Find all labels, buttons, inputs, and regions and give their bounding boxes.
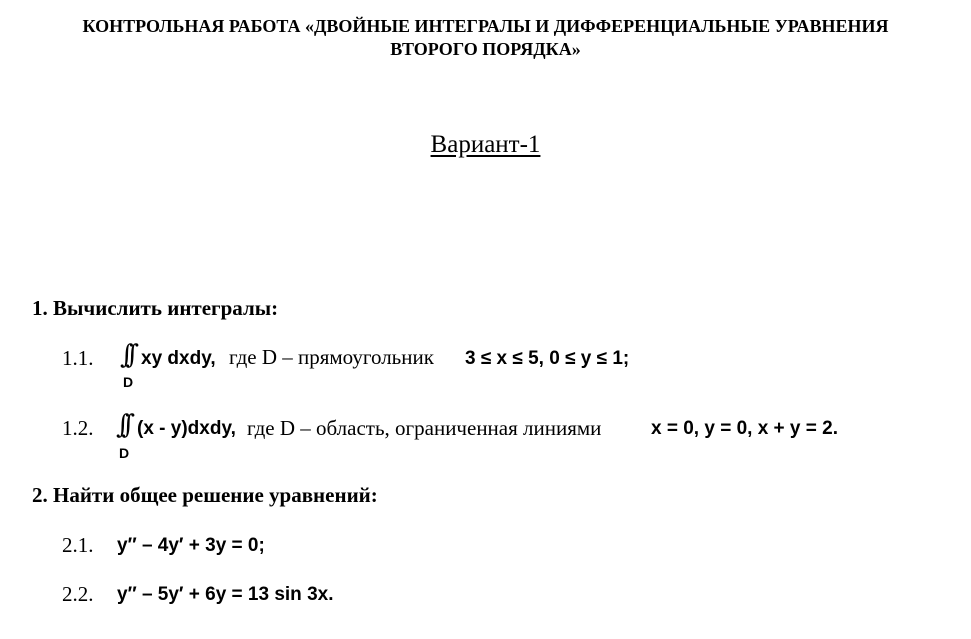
double-integral-icon: ∫∫ <box>116 410 128 440</box>
double-integral-icon: ∫∫ <box>120 340 132 370</box>
header-line-2: ВТОРОГО ПОРЯДКА» <box>390 39 581 59</box>
equation-2-2: y″ – 5y′ + 6y = 13 sin 3x. <box>117 584 334 605</box>
section-1-heading: 1. Вычислить интегралы: <box>32 296 279 320</box>
item-1-1-number: 1.1. <box>62 346 94 370</box>
integrand-1-2: (x - y)dxdy, <box>137 418 236 439</box>
header-line-1: КОНТРОЛЬНАЯ РАБОТА «ДВОЙНЫЕ ИНТЕГРАЛЫ И ДИФФЕРЕНЦИАЛЬНЫЕ УРАВНЕНИЯ <box>82 16 889 36</box>
variant-title: Вариант-1 <box>430 131 541 158</box>
integrand-1-1: xy dxdy, <box>141 348 216 369</box>
item-1-2-number: 1.2. <box>62 416 94 440</box>
condition-1-1: 3 ≤ x ≤ 5, 0 ≤ y ≤ 1; <box>465 348 630 369</box>
integral-domain-label: D <box>123 374 134 390</box>
equation-2-1: y″ – 4y′ + 3y = 0; <box>117 535 265 556</box>
section-2-heading: 2. Найти общее решение уравнений: <box>32 483 378 507</box>
condition-1-2: x = 0, y = 0, x + y = 2. <box>651 418 838 439</box>
item-2-2-number: 2.2. <box>62 582 94 606</box>
description-1-1: где D – прямоугольник <box>229 345 434 369</box>
item-2-1-number: 2.1. <box>62 533 94 557</box>
description-1-2: где D – область, ограниченная линиями <box>247 416 602 440</box>
integral-domain-label: D <box>119 445 130 461</box>
